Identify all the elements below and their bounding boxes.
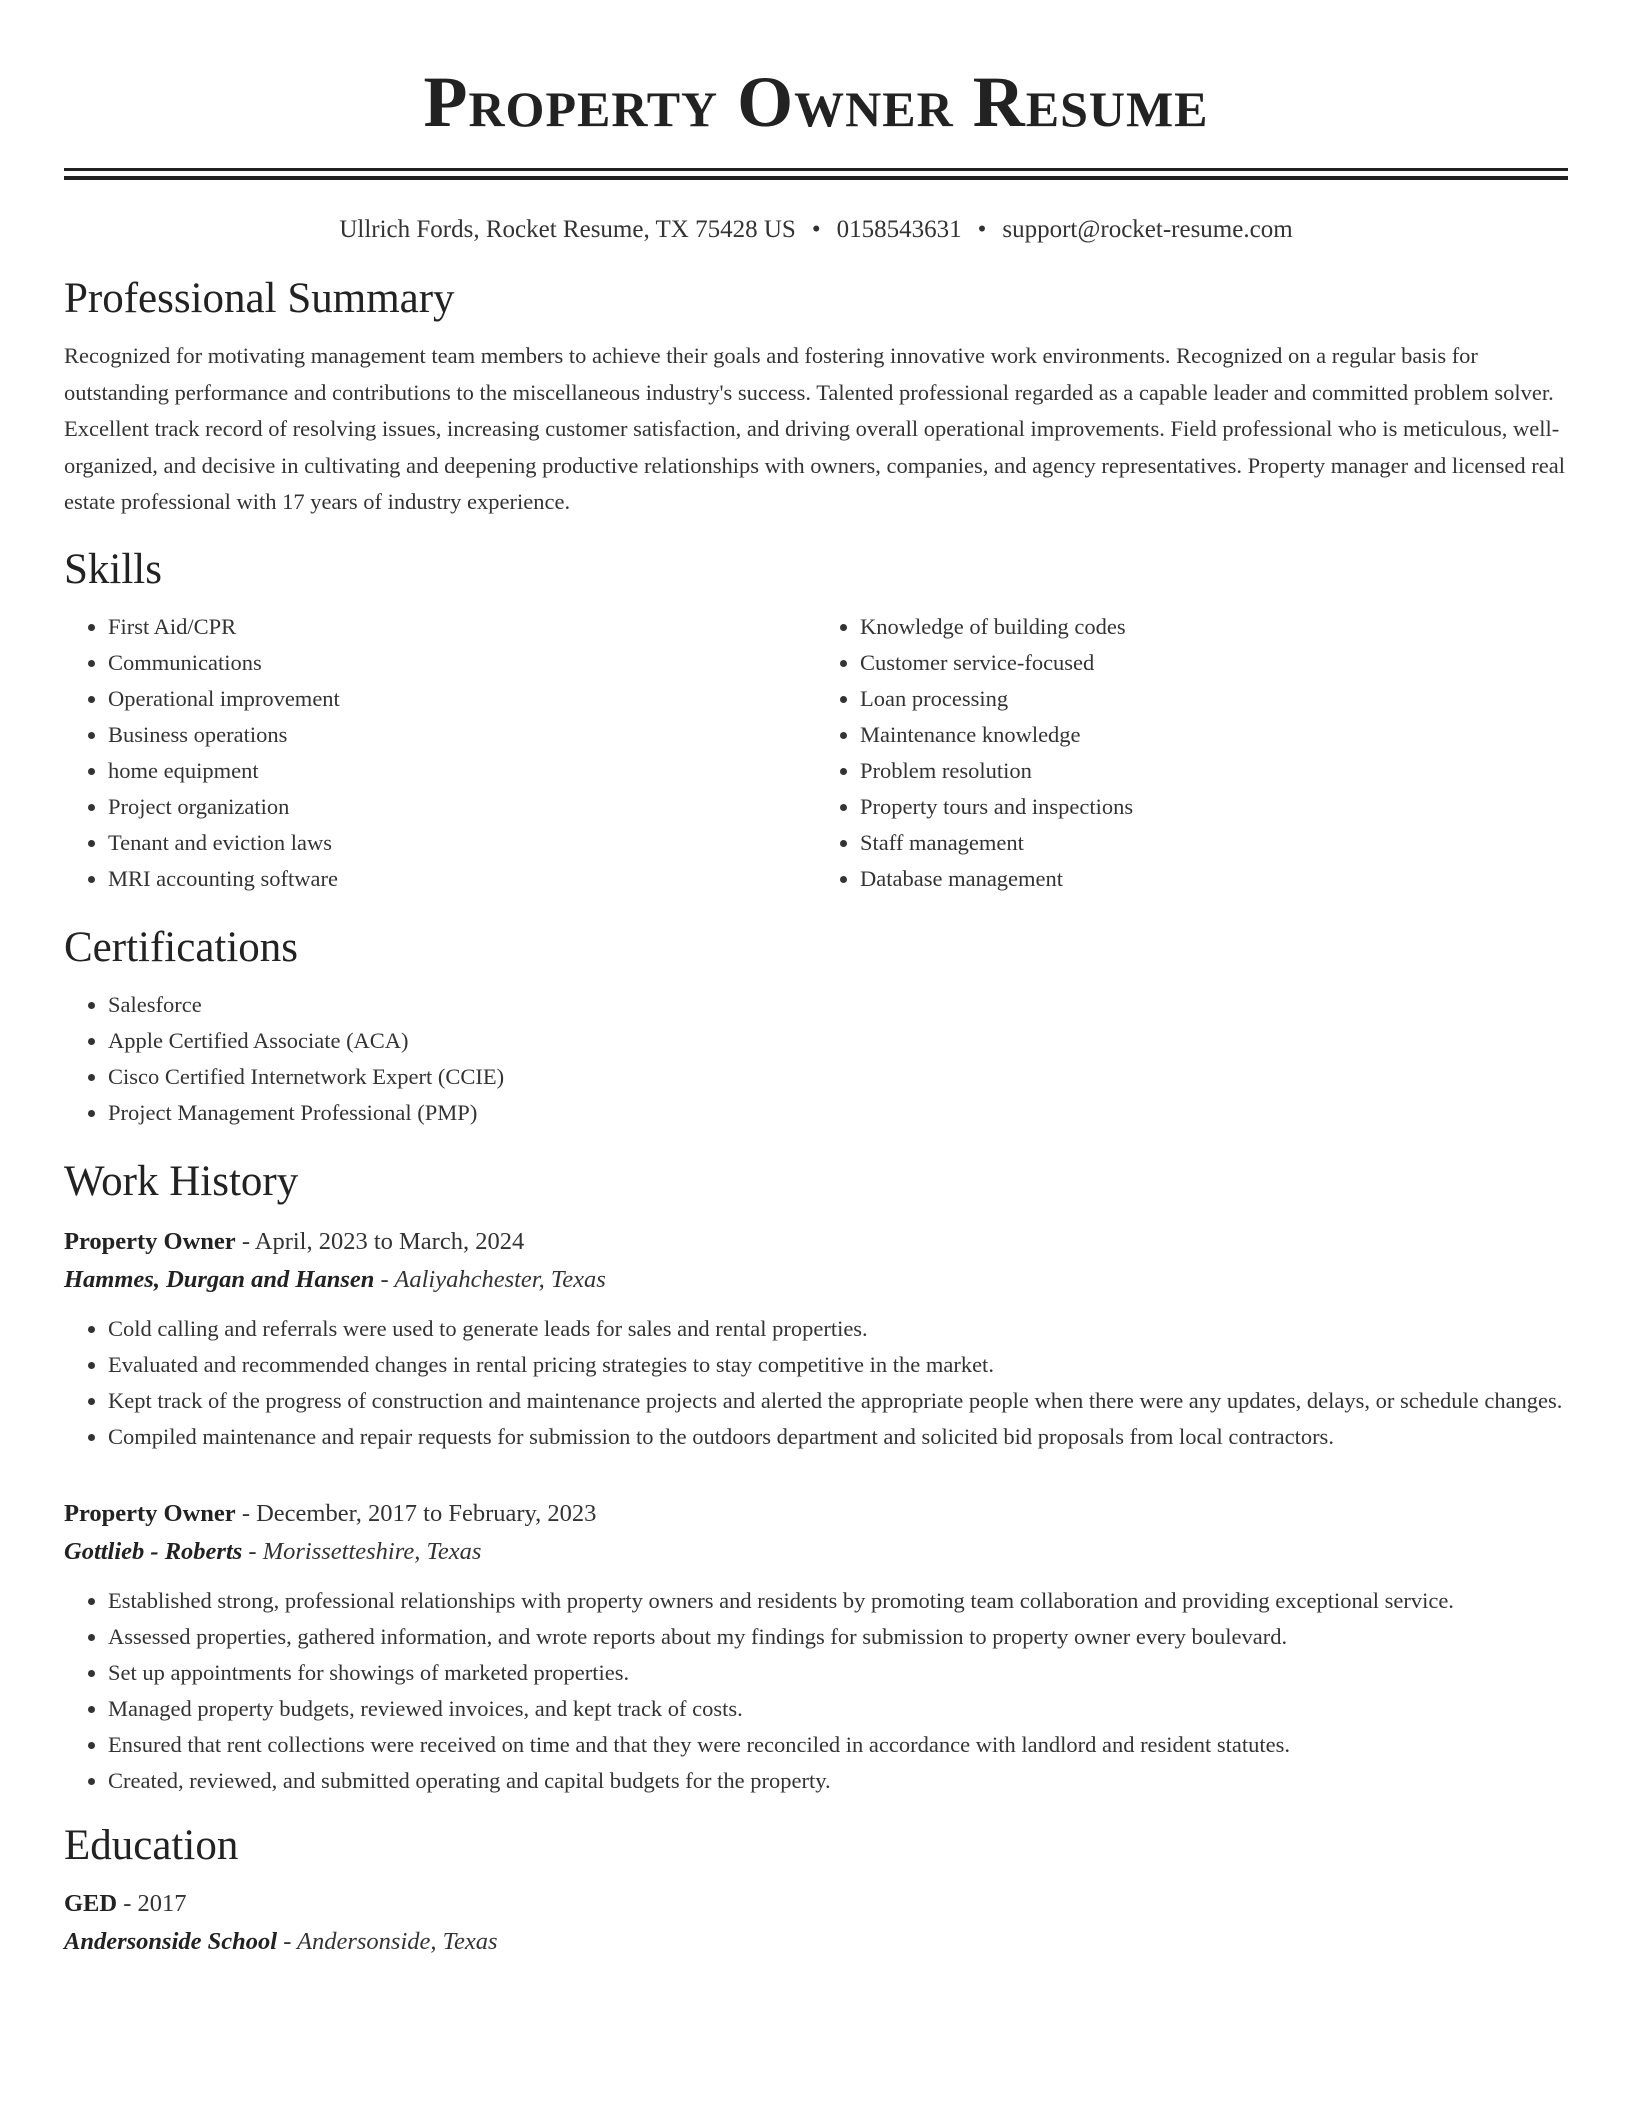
contact-address: Ullrich Fords, Rocket Resume, TX 75428 US xyxy=(339,216,796,243)
job-title: Property Owner xyxy=(64,1499,236,1527)
job-bullet: • Established strong, professional relationships with property owners and residents by promoting team collaboration and providing exceptional service. xyxy=(108,1583,1568,1619)
skill-item: • Knowledge of building codes xyxy=(860,609,1568,645)
skills-columns xyxy=(64,609,1568,897)
section-heading-skills: Skills xyxy=(64,545,162,593)
skill-item: • Problem resolution xyxy=(860,753,1568,789)
resume-title: Property Owner Resume xyxy=(423,62,1209,142)
education-entry xyxy=(64,1885,1568,1961)
skill-item: • MRI accounting software xyxy=(108,861,816,897)
job-bullet: • Set up appointments for showings of marketed properties. xyxy=(108,1655,1568,1691)
skills-list-right xyxy=(816,609,1568,897)
section-heading-education: Education xyxy=(64,1821,239,1869)
certification-item: • Project Management Professional (PMP) xyxy=(108,1095,1568,1131)
skill-item: • Maintenance knowledge xyxy=(860,717,1568,753)
job-bullet: • Ensured that rent collections were received on time and that they were reconciled in accordance with landlord and resident statutes. xyxy=(108,1727,1568,1763)
job-title: Property Owner xyxy=(64,1227,236,1255)
education-degree: GED xyxy=(64,1889,118,1917)
skill-item: • Communications xyxy=(108,645,816,681)
skill-item: • Database management xyxy=(860,861,1568,897)
job-company-line xyxy=(64,1261,1568,1299)
job-bullets xyxy=(64,1583,1568,1799)
education-school-line xyxy=(64,1923,1568,1961)
professional-summary-section xyxy=(64,272,1568,521)
skill-item: • First Aid/CPR xyxy=(108,609,816,645)
job-title-line xyxy=(64,1223,1568,1261)
certification-item: • Salesforce xyxy=(108,987,1568,1023)
job-dates: - December, 2017 to February, 2023 xyxy=(235,1499,597,1527)
job-dates: - April, 2023 to March, 2024 xyxy=(235,1227,525,1255)
job-bullet: • Assessed properties, gathered information, and wrote reports about my findings for submission to property owner every boulevard. xyxy=(108,1619,1568,1655)
section-heading-work-history: Work History xyxy=(64,1157,299,1205)
job-entry xyxy=(64,1495,1568,1799)
job-company: Gottlieb - Roberts xyxy=(64,1537,243,1565)
job-location: - Aaliyahchester, Texas xyxy=(374,1265,606,1293)
skill-item: • Customer service-focused xyxy=(860,645,1568,681)
job-bullet: • Evaluated and recommended changes in rental pricing strategies to stay competitive in the market. xyxy=(108,1347,1568,1383)
skill-item: • Project organization xyxy=(108,789,816,825)
contact-separator: • xyxy=(811,216,821,243)
certifications-section xyxy=(64,921,1568,1131)
education-section xyxy=(64,1819,1568,1961)
education-year: - 2017 xyxy=(117,1889,187,1917)
job-company-line xyxy=(64,1533,1568,1571)
work-history-section xyxy=(64,1155,1568,1799)
title-divider xyxy=(64,168,1568,180)
job-bullet: • Kept track of the progress of construction and maintenance projects and alerted the appropriate people when there were any updates, delays, or schedule changes. xyxy=(108,1383,1568,1419)
certification-item: • Cisco Certified Internetwork Expert (CCIE) xyxy=(108,1059,1568,1095)
skills-section xyxy=(64,543,1568,897)
job-title-line xyxy=(64,1495,1568,1533)
job-bullet: • Cold calling and referrals were used to generate leads for sales and rental properties. xyxy=(108,1311,1568,1347)
summary-text: Recognized for motivating management team members to achieve their goals and fostering innovative work environments. Recognized on a regular basis for outstanding performance and contributions to the miscellaneous industry's success. Talented professional regarded as a capable leader and committed problem solver. Excellent track record of resolving issues, increasing customer satisfaction, and driving overall operational improvements. Field professional who is meticulous, well-organized, and decisive in cultivating and deepening productive relationships with owners, companies, and agency representatives. Property manager and licensed real estate professional with 17 years of industry experience. xyxy=(64,343,1565,514)
skills-list-left xyxy=(64,609,816,897)
skill-item: • home equipment xyxy=(108,753,816,789)
job-location: - Morissetteshire, Texas xyxy=(242,1537,482,1565)
skill-item: • Loan processing xyxy=(860,681,1568,717)
contact-line xyxy=(64,214,1568,246)
skill-item: • Operational improvement xyxy=(108,681,816,717)
section-heading-certifications: Certifications xyxy=(64,923,299,971)
skill-item: • Staff management xyxy=(860,825,1568,861)
section-heading-summary: Professional Summary xyxy=(64,275,455,322)
job-bullet: • Created, reviewed, and submitted operating and capital budgets for the property. xyxy=(108,1763,1568,1799)
job-bullets xyxy=(64,1311,1568,1455)
certifications-list xyxy=(64,987,1568,1131)
contact-phone: 0158543631 xyxy=(836,216,962,243)
education-school: Andersonside School xyxy=(64,1927,278,1955)
contact-email: support@rocket-resume.com xyxy=(1002,216,1293,243)
certification-item: • Apple Certified Associate (ACA) xyxy=(108,1023,1568,1059)
skill-item: • Business operations xyxy=(108,717,816,753)
contact-separator: • xyxy=(977,216,987,243)
education-degree-line xyxy=(64,1885,1568,1923)
job-entry xyxy=(64,1223,1568,1455)
job-bullet: • Managed property budgets, reviewed invoices, and kept track of costs. xyxy=(108,1691,1568,1727)
job-bullet: • Compiled maintenance and repair requests for submission to the outdoors department and solicited bid proposals from local contractors. xyxy=(108,1419,1568,1455)
skill-item: • Property tours and inspections xyxy=(860,789,1568,825)
job-company: Hammes, Durgan and Hansen xyxy=(64,1265,375,1293)
skill-item: • Tenant and eviction laws xyxy=(108,825,816,861)
education-location: - Andersonside, Texas xyxy=(277,1927,498,1955)
